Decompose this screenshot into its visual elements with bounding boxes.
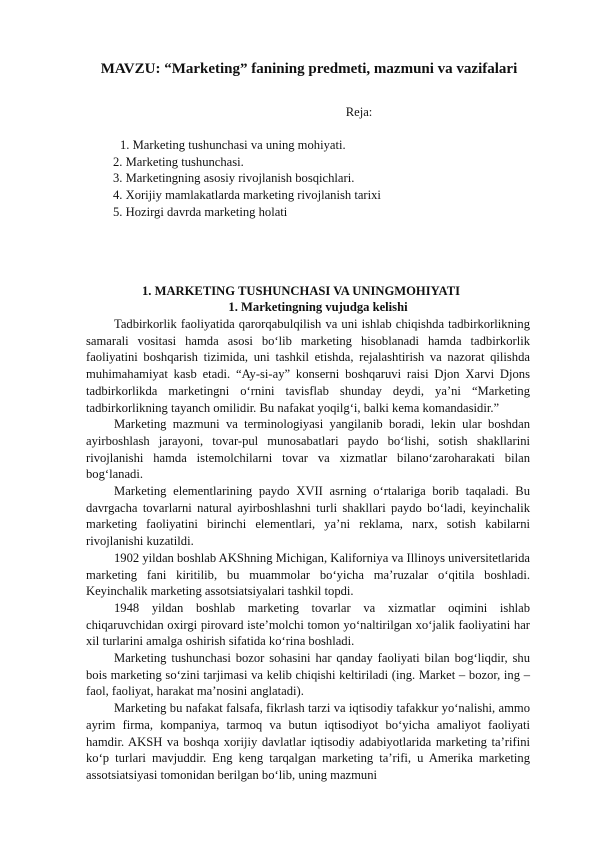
- section-body: [86, 316, 530, 784]
- paragraph: 1902 yildan boshlab AKShning Michigan, Kaliforniya va Illinoys universitetlarida marketing fani kiritilib, bu muammolar bo‘yicha ma’ruzalar o‘qitila boshladi. Keyinchalik marketing assotsiatsiyalari tashkil topdi.: [86, 550, 530, 599]
- paragraph: Marketing bu nafakat falsafa, fikrlash tarzi va iqtisodiy tafakkur yo‘nalishi, ammo ayrim firma, kompaniya, tarmoq va butun iqtisodiyot bo‘yicha amaliyot faoliyati hamdir. AKSH va boshqa xorijiy davlatlar iqtisodiy adabiyotlarida marketing ta’rifini ko‘p turlari mavjuddir. Eng keng tarqalgan marketing ta’rifi, u Amerika marketing assotsiatsiyasi tomonidan berilgan bo‘lib, uning mazmuni: [86, 701, 530, 782]
- plan-item: 1. Marketing tushunchasi va uning mohiyati.: [120, 138, 346, 152]
- paragraph: Marketing elementlarining paydo XVII asrning o‘rtalariga borib taqaladi. Bu davrgacha tovarlarni natural ayirboshlashni turli shakllari paydo bo‘ladi, keyinchalik marketing faoliyatini birinchi elementlari, ya’ni reklama, narx, sotish kabilarni rivojlanishi kuzatildi.: [86, 484, 530, 549]
- paragraph: Marketing tushunchasi bozor sohasini har qanday faoliyati bilan bog‘liqdir, shu bois marketing so‘zini tarjimasi va kelib chiqishi keltiriladi (ing. Market – bozor, ing – faol, faoliyat, harakat ma’nosini anglatadi).: [86, 651, 530, 699]
- plan-item: 4. Xorijiy mamlakatlarda marketing rivojlanish tarixi: [113, 188, 381, 203]
- section-title: 1. MARKETING TUSHUNCHASI VA UNINGMOHIYATI: [141, 284, 461, 298]
- paragraph: Marketing mazmuni va terminologiyasi yangilanib boradi, lekin ular boshdan ayirboshlash jarayoni, tovar-pul munosabatlari paydo bo‘lishi, sotish shakllarini rivojlanishi hamda istemolchilarni tovar va xizmatlar bilano‘zaroharakati bilan bog‘lanadi.: [86, 417, 530, 482]
- plan-item: 3. Marketingning asosiy rivojlanish bosqichlari.: [113, 171, 355, 186]
- plan-item: 2. Marketing tushunchasi.: [113, 154, 244, 169]
- plan-list: [113, 137, 381, 221]
- document-title: MAVZU: “Marketing” fanining predmeti, mazmuni va vazifalari: [100, 61, 518, 77]
- plan-item: 5. Hozirgi davrda marketing holati: [113, 204, 288, 219]
- paragraph: 1948 yildan boshlab marketing tovarlar va xizmatlar oqimini ishlab chiqaruvchidan oxirgi pirovard iste’molchi tomon yo‘naltirilgan xo‘jalik faoliyatini har xil turlarini amalga oshirish sifatida ko‘rina boshladi.: [86, 600, 530, 649]
- section-subtitle: 1. Marketingning vujudga kelishi: [228, 300, 408, 314]
- paragraph: Tadbirkorlik faoliyatida qarorqabulqilish va uni ishlab chiqishda tadbirkorlikning samarali vositasi hamda asosi bo‘lib marketing hisoblanadi hamda tadbirkorlik faoliyatini boshqarish tizimida, uni tashkil etishda, rejalashtirish va nazorat qilishda muhimahamiyat kasb etadi. “Ay-si-ay” konserni boshqaruvi raisi Djon Xarvi Djons tadbirkorlikda marketingni o‘rnini tavisflab shunday deydi, ya’ni “Marketing tadbirkorlikning tayanch omilidir. Bu nafakat yoqilg‘i, balki kema komandasidir.”: [86, 317, 530, 415]
- plan-heading: Reja:: [345, 105, 373, 119]
